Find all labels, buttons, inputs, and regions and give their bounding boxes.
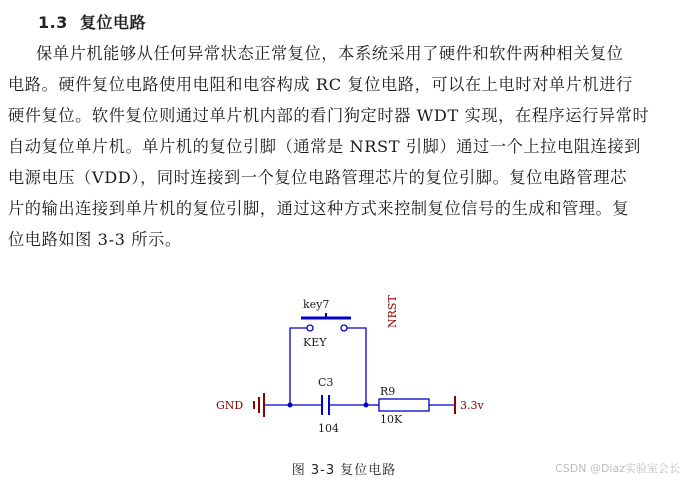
section-title: 复位电路: [79, 13, 146, 32]
figure-caption: 图 3-3 复位电路: [291, 463, 397, 478]
paragraph-line: 自动复位单片机。单片机的复位引脚（通常是 NRST 引脚）通过一个上拉电阻连接到: [8, 137, 641, 156]
paragraph-line: 电路。硬件复位电路使用电阻和电容构成 RC 复位电路，可以在上电时对单片机进行: [8, 75, 633, 94]
junction-right: [364, 403, 369, 408]
junction-left: [288, 403, 293, 408]
wire-key-right: [347, 328, 366, 405]
cap-ref-label: C3: [318, 376, 334, 389]
cap-value-label: 104: [318, 422, 339, 435]
resistor-body: [379, 399, 429, 411]
watermark: CSDN @Diaz实验室会长: [555, 462, 680, 475]
ground-symbol: [254, 393, 264, 417]
section-number: 1.3: [38, 13, 68, 32]
res-value-label: 10K: [380, 413, 403, 426]
key-name-label: KEY: [303, 336, 327, 349]
vcc-label: 3.3v: [460, 399, 484, 412]
key-contact-right: [341, 325, 347, 331]
paragraph-line: 电源电压（VDD），同时连接到一个复位电路管理芯片的复位引脚。复位电路管理芯: [8, 168, 627, 187]
paragraph-line: 保单片机能够从任何异常状态正常复位，本系统采用了硬件和软件两种相关复位: [36, 44, 624, 63]
paragraph-line: 硬件复位。软件复位则通过单片机内部的看门狗定时器 WDT 实现，在程序运行异常时: [8, 106, 650, 125]
res-ref-label: R9: [380, 385, 396, 398]
key-contact-left: [307, 325, 313, 331]
key-ref-label: key7: [303, 298, 330, 311]
gnd-label: GND: [216, 399, 244, 412]
paragraph-line: 片的输出连接到单片机的复位引脚，通过这种方式来控制复位信号的生成和管理。复: [8, 199, 630, 218]
paragraph-line: 位电路如图 3-3 所示。: [8, 230, 182, 249]
nrst-label: NRST: [386, 295, 399, 328]
